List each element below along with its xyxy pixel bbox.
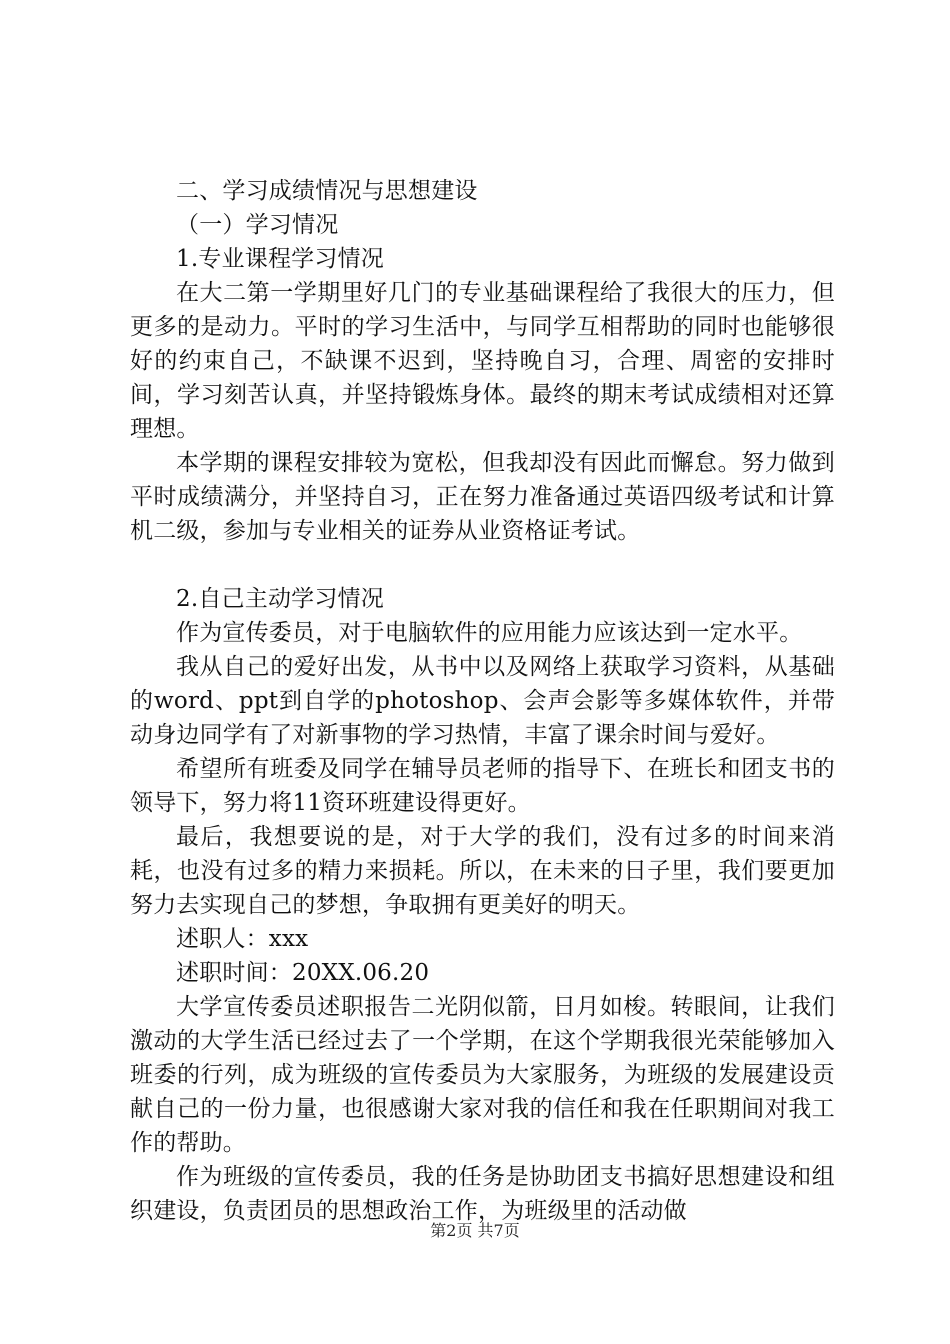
section-heading: 二、学习成绩情况与思想建设 [176, 178, 478, 204]
date-line: 述职时间：20XX.06.20 [176, 960, 430, 986]
page-number-footer: 第2页 共7页 [430, 1221, 520, 1240]
body-paragraph: 大学宣传委员述职报告二光阴似箭，日月如梭。转眼间，让我们激动的大学生活已经过去了一个学期，在这个学期我很光荣能够加入班委的行列，成为班级的宣传委员为大家服务，为班级的发展建设贡献自己的一份力量，也很感谢大家对我的信任和我在任职期间对我工作的帮助。 [130, 994, 835, 1156]
body-paragraph: 作为宣传委员，对于电脑软件的应用能力应该达到一定水平。 [176, 620, 803, 646]
item-heading: 2.自己主动学习情况 [176, 586, 384, 612]
body-paragraph: 希望所有班委及同学在辅导员老师的指导下、在班长和团支书的领导下，努力将11资环班建设得更好。 [130, 756, 835, 816]
body-paragraph: 在大二第一学期里好几门的专业基础课程给了我很大的压力，但更多的是动力。平时的学习生活中，与同学互相帮助的同时也能够很好的约束自己，不缺课不迟到，坚持晚自习，合理、周密的安排时间，学习刻苦认真，并坚持锻炼身体。最终的期末考试成绩相对还算理想。 [130, 280, 835, 442]
subsection-heading: （一）学习情况 [176, 212, 339, 238]
body-paragraph: 本学期的课程安排较为宽松，但我却没有因此而懈怠。努力做到平时成绩满分，并坚持自习，正在努力准备通过英语四级考试和计算机二级，参加与专业相关的证券从业资格证考试。 [130, 450, 835, 544]
body-paragraph: 最后，我想要说的是，对于大学的我们，没有过多的时间来消耗，也没有过多的精力来损耗。所以，在未来的日子里，我们要更加努力去实现自己的梦想，争取拥有更美好的明天。 [130, 824, 835, 918]
item-heading: 1.专业课程学习情况 [176, 246, 384, 272]
body-paragraph: 我从自己的爱好出发，从书中以及网络上获取学习资料，从基础的word、ppt到自学的photoshop、会声会影等多媒体软件，并带动身边同学有了对新事物的学习热情，丰富了课余时间与爱好。 [130, 654, 835, 748]
document-body [130, 174, 835, 1228]
body-paragraph: 作为班级的宣传委员，我的任务是协助团支书搞好思想建设和组织建设，负责团员的思想政治工作，为班级里的活动做 [130, 1164, 835, 1224]
signature-line: 述职人：xxx [176, 926, 309, 952]
